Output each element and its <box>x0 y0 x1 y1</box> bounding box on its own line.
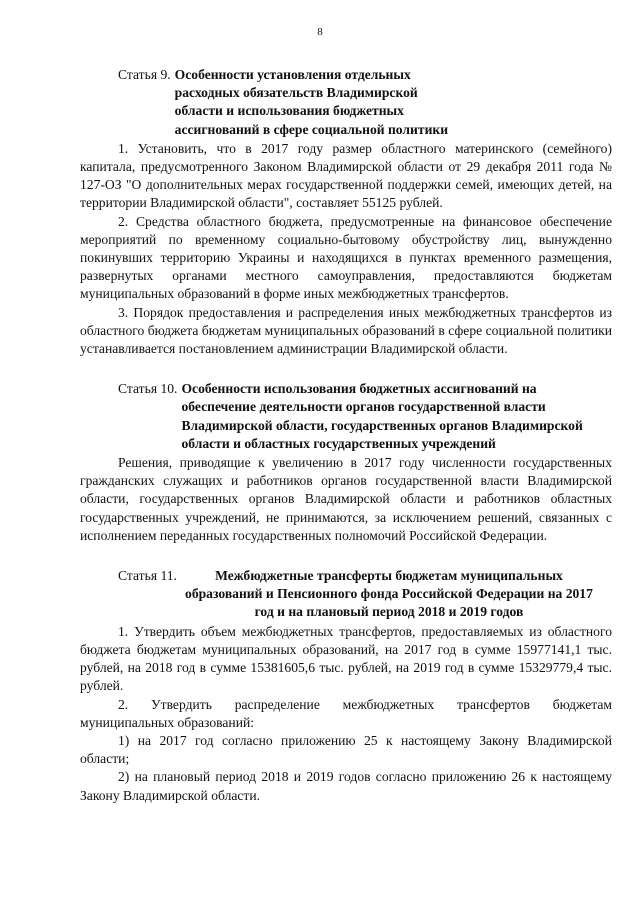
paragraph: 3. Порядок предоставления и распределения иных межбюджетных трансфертов из областного бюджета бюджетам муниципальных образований в сфере социальной политики устанавливается постановлением администрации Владимирской области. <box>80 304 612 357</box>
article-title: Особенности установления отдельных расходных обязательств Владимирской области и использования бюджетных ассигнований в сфере социальной политики <box>174 67 449 137</box>
paragraph: 2. Утвердить распределение межбюджетных трансфертов бюджетам муниципальных образований: <box>80 696 612 730</box>
paragraph: 2) на плановый период 2018 и 2019 годов согласно приложению 26 к настоящему Закону Владимирской области. <box>80 769 612 803</box>
article-10 <box>80 380 612 545</box>
article-heading <box>80 380 612 453</box>
paragraph: 1) на 2017 год согласно приложению 25 к настоящему Закону Владимирской области; <box>80 732 612 767</box>
article-heading <box>80 567 612 622</box>
article-label: Статья 9. <box>118 67 171 82</box>
article-label: Статья 10. <box>118 381 178 397</box>
article-title: Межбюджетные трансферты бюджетам муниципальных образований и Пенсионного фонда Российской Федерации на 2017 год и на плановый период 2018 и 2019 годов <box>185 568 593 620</box>
article-label: Статья 11. <box>118 568 177 584</box>
article-9 <box>80 66 612 358</box>
page-number: 8 <box>317 26 323 38</box>
paragraph: Решения, приводящие к увеличению в 2017 году численности государственных гражданских служащих и работников органов государственной власти Владимирской области, государственных органов Владимирской области и работников областных государственных учреждений, не принимаются, за исключением решений, связанных с исполнением переданных государственных полномочий Российской Федерации. <box>80 455 612 543</box>
article-heading <box>80 66 612 139</box>
paragraph: 1. Установить, что в 2017 году размер областного материнского (семейного) капитала, предусмотренного Законом Владимирской области от 29 декабря 2011 года № 127-ОЗ "О дополнительных мерах государственной поддержки семей, имеющих детей, на территории Владимирской области", составляет 55125 рублей. <box>80 140 612 211</box>
paragraph: 2. Средства областного бюджета, предусмотренные на финансовое обеспечение мероприятий по временному социально-бытовому обустройству лиц, вынужденно покинувших территорию Украины и находящихся в пунктах временного размещения, развернутых органами местного самоуправления, предоставляются бюджетам муниципальных образований в форме иных межбюджетных трансфертов. <box>80 213 612 302</box>
article-title: Особенности использования бюджетных ассигнований на обеспечение деятельности органов государственной власти Владимирской области, государственных органов Владимирской области и областных государственных учреждений <box>181 381 583 451</box>
article-11 <box>80 567 612 805</box>
paragraph: 1. Утвердить объем межбюджетных трансфертов, предоставляемых из областного бюджета бюджетам муниципальных образований, на 2017 год в сумме 15977141,1 тыс. рублей, на 2018 год в сумме 15381605,6 тыс. рублей, на 2019 год в сумме 15329779,4 тыс. рублей. <box>80 623 612 694</box>
document-body <box>80 66 612 805</box>
